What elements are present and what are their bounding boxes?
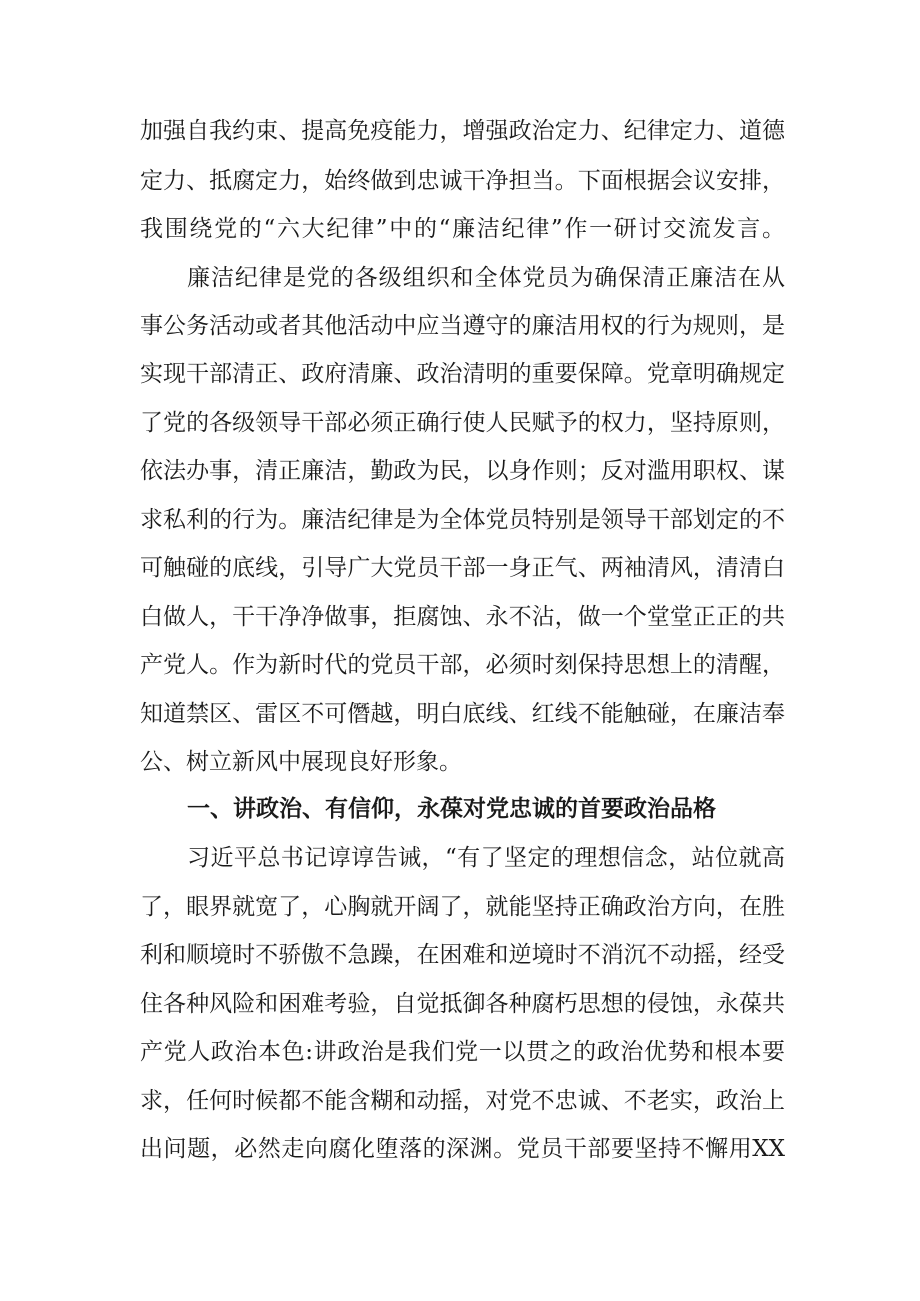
paragraph-line: 廉洁纪律是党的各级组织和全体党员为确保清正廉洁在从 — [187, 265, 785, 291]
paragraph-line: 产党人政治本色:讲政治是我们党一以贯之的政治优势和根本要 — [140, 1039, 785, 1065]
section-heading: 一、讲政治、有信仰，永葆对党忠诚的首要政治品格 — [187, 796, 716, 822]
paragraph-line: 实现干部清正、政府清廉、政治清明的重要保障。党章明确规定 — [140, 361, 785, 387]
paragraph-line: 住各种风险和困难考验，自觉抵御各种腐朽思想的侵蚀，永葆共 — [140, 991, 785, 1017]
paragraph-line: 依法办事，清正廉洁，勤政为民，以身作则；反对滥用职权、谋 — [140, 458, 785, 484]
paragraph-line: 可触碰的底线，引导广大党员干部一身正气、两袖清风，清清白 — [140, 555, 785, 581]
paragraph-line: 习近平总书记谆谆告诫，“有了坚定的理想信念，站位就高 — [187, 845, 785, 871]
paragraph-line: 我围绕党的“六大纪律”中的“廉洁纪律”作一研讨交流发言。 — [140, 216, 785, 242]
paragraph-line: 了，眼界就宽了，心胸就开阔了，就能坚持正确政治方向，在胜 — [140, 894, 785, 920]
paragraph-line: 事公务活动或者其他活动中应当遵守的廉洁用权的行为规则，是 — [140, 313, 785, 339]
paragraph-line: 求私利的行为。廉洁纪律是为全体党员特别是领导干部划定的不 — [140, 507, 785, 533]
paragraph-line: 了党的各级领导干部必须正确行使人民赋予的权力，坚持原则， — [140, 410, 785, 436]
paragraph-line: 出问题，必然走向腐化堕落的深渊。党员干部要坚持不懈用XX — [140, 1136, 785, 1162]
paragraph-line: 知道禁区、雷区不可僭越，明白底线、红线不能触碰，在廉洁奉 — [140, 701, 785, 727]
paragraph-line: 公、树立新风中展现良好形象。 — [140, 749, 462, 775]
paragraph-line: 产党人。作为新时代的党员干部，必须时刻保持思想上的清醒， — [140, 652, 785, 678]
paragraph-line: 加强自我约束、提高免疫能力，增强政治定力、纪律定力、道德 — [140, 118, 785, 144]
paragraph-line: 求，任何时候都不能含糊和动摇，对党不忠诚、不老实，政治上 — [140, 1088, 785, 1114]
paragraph-line: 利和顺境时不骄傲不急躁，在困难和逆境时不消沉不动摇，经受 — [140, 942, 785, 968]
paragraph-line: 白做人，干干净净做事，拒腐蚀、永不沾，做一个堂堂正正的共 — [140, 604, 785, 630]
paragraph-line: 定力、抵腐定力，始终做到忠诚干净担当。下面根据会议安排， — [140, 168, 785, 194]
